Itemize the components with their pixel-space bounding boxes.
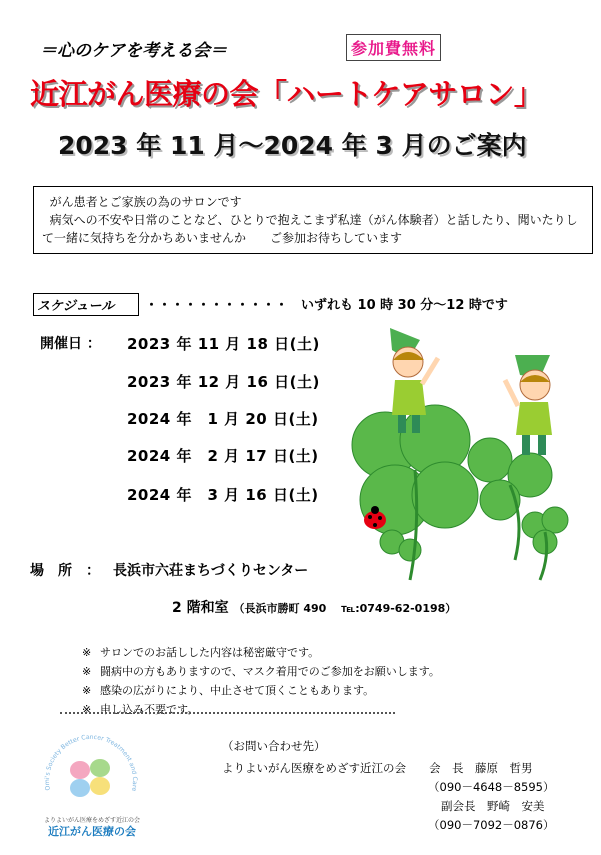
note-item: ※ 感染の広がりにより、中止させて頂くこともあります。 [82, 684, 375, 697]
venue-label: 場 所 ： [30, 563, 100, 579]
contact-phone-1: （090－4648－8595） [428, 780, 555, 794]
date-3: 2024 年 1 月 20 日(土) [127, 410, 319, 428]
contact-phone-2: （090－7092－0876） [428, 818, 555, 832]
venue-room: 2 階和室 （長浜市勝町 490 ℡:0749-62-0198） [172, 600, 457, 616]
date-label: 開催日 ： [40, 336, 101, 352]
notes-list [82, 643, 440, 719]
venue-name: 長浜市六荘まちづくりセンター [113, 563, 309, 579]
date-4: 2024 年 2 月 17 日(土) [127, 447, 319, 465]
date-1: 2023 年 11 月 18 日(土) [127, 335, 320, 353]
contact-vice: 副会長 野崎 安美 [441, 799, 545, 813]
intro-box [33, 186, 593, 254]
schedule-time: ・・・・・・・・・・・ いずれも 10 時 30 分～12 時です [145, 298, 508, 313]
venue-address: （長浜市勝町 490 ℡:0749-62-0198） [233, 602, 457, 615]
clover-illustration [340, 320, 600, 590]
intro-line-1: がん患者とご家族の為のサロンです [49, 195, 242, 209]
schedule-label: スケジュール [33, 293, 139, 316]
note-item: ※ 申し込み不要です。 [82, 703, 199, 716]
note-item: ※ サロンでのお話しした内容は秘密厳守です。 [82, 646, 320, 659]
clover-logo-icon [70, 759, 110, 797]
date-5: 2024 年 3 月 16 日(土) [127, 486, 319, 504]
period-heading: 2023 年 11 月～2024 年 3 月のご案内 [58, 131, 527, 160]
contact-org: よりよいがん医療をめざす近江の会 会 長 藤原 哲男 [222, 761, 533, 775]
date-2: 2023 年 12 月 16 日(土) [127, 373, 320, 391]
subtitle: ＝心のケアを考える会＝ [40, 41, 227, 61]
page-title: 近江がん医療の会「ハートケアサロン」 [30, 77, 543, 111]
logo-name: 近江がん医療の会 [48, 825, 136, 838]
note-item: ※ 闘病中の方もありますので、マスク着用でのご参加をお願いします。 [82, 665, 440, 678]
free-badge: 参加費無料 [346, 34, 441, 61]
association-logo [40, 730, 140, 818]
dotted-divider [60, 712, 395, 714]
logo-ring-text: Omi's Society Better Cancer Treatment and Care [43, 733, 139, 792]
intro-line-2: 病気への不安や日常のことなど、ひとりで抱えこまず私達（がん体験者）と話したり、聞いたりして一緒に気持ちを分かちあいませんか ご参加お待ちしています [42, 213, 578, 245]
logo-caption: よりよいがん医療をめざす近江の会 [44, 817, 141, 824]
child-right [505, 355, 552, 455]
contact-heading: （お問い合わせ先） [222, 739, 326, 753]
